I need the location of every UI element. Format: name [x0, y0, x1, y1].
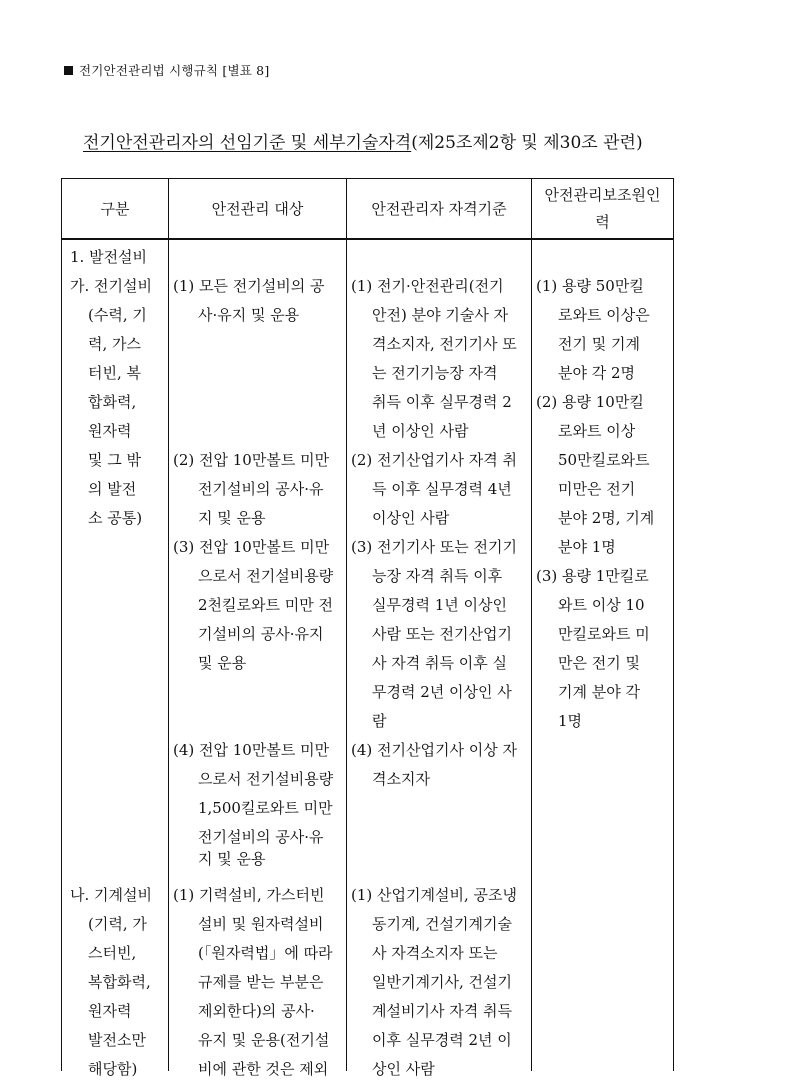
- table-cell-line: 복합화력,: [88, 973, 151, 991]
- table-cell-line: 만킬로와트 미: [558, 625, 650, 643]
- table-cell-line: 사람 또는 전기산업기: [372, 625, 512, 643]
- table-cell-line: 1,500킬로와트 미만: [198, 799, 333, 817]
- header-text: 전기안전관리법 시행규칙 [별표 8]: [79, 63, 270, 78]
- table-cell-line: 전기설비의 공사·유: [198, 480, 324, 498]
- table-cell-line: 원자력: [88, 422, 132, 440]
- table-cell-line: 분야 각 2명: [558, 364, 636, 382]
- table-cell-line: 전기설비의 공사·유: [198, 828, 324, 846]
- column-divider: [531, 179, 532, 1071]
- table-cell-line: 이상인 사람: [372, 509, 450, 527]
- table-cell-line: 제외한다)의 공사·: [198, 1002, 315, 1020]
- table-cell-line: 가. 전기설비: [70, 277, 152, 295]
- table-cell-line: 만은 전기 및: [558, 654, 640, 672]
- table-cell-line: 지 및 운용: [198, 850, 266, 868]
- title-suffix: (제25조제2항 및 제30조 관련): [411, 133, 643, 153]
- table-cell-line: 동기계, 건설기계기술: [372, 915, 512, 933]
- table-cell-line: 50만킬로와트: [558, 451, 650, 469]
- table-cell-line: 으로서 전기설비용량: [198, 567, 334, 585]
- table-cell-line: 력, 가스: [88, 335, 142, 353]
- table-cell-line: 2천킬로와트 미만 전: [198, 596, 334, 614]
- table-cell-line: 기설비의 공사·유지: [198, 625, 324, 643]
- table-cell-line: 사 자격 취득 이후 실: [372, 654, 507, 672]
- table-cell-line: (4) 전압 10만볼트 미만: [173, 741, 330, 759]
- table-cell-line: 및 운용: [198, 654, 247, 672]
- header-cell-target: 안전관리 대상: [211, 199, 304, 218]
- table-cell-line: 유지 및 운용(전기설: [198, 1031, 330, 1049]
- table-cell-line: 지 및 운용: [198, 509, 266, 527]
- table-cell-line: (1) 용량 50만킬: [536, 277, 644, 295]
- table-cell-line: 및 그 밖: [88, 451, 142, 469]
- table-cell-line: 실무경력 1년 이상인: [372, 596, 508, 614]
- table-cell-line: (4) 전기산업기사 이상 자: [351, 741, 517, 759]
- document-header: [64, 61, 269, 79]
- table-cell-line: 분야 1명: [558, 538, 616, 556]
- document-title: [83, 128, 643, 153]
- table-cell-line: 능장 자격 취득 이후: [372, 567, 503, 585]
- table-cell-line: 터빈, 복: [88, 364, 142, 382]
- table-cell-line: 원자력: [88, 1002, 132, 1020]
- table-cell-line: 무경력 2년 이상인 사: [372, 683, 512, 701]
- title-main: 전기안전관리자의 선임기준 및 세부기술자격: [83, 133, 412, 153]
- table-cell-line: 1명: [558, 712, 583, 730]
- column-divider: [346, 179, 347, 1071]
- table-cell-line: 미만은 전기: [558, 480, 636, 498]
- table-cell-line: (3) 전압 10만볼트 미만: [173, 538, 330, 556]
- table-cell-line: 발전소만: [88, 1031, 146, 1049]
- table-cell-line: 상인 사람: [372, 1060, 435, 1078]
- table-cell-line: 로와트 이상은: [558, 306, 650, 324]
- table-cell-line: 사 자격소지자 또는: [372, 944, 498, 962]
- table-cell-line: 취득 이후 실무경력 2: [372, 393, 512, 411]
- header-cell-qualification: 안전관리자 자격기준: [371, 199, 507, 218]
- table-cell-line: 의 발전: [88, 480, 137, 498]
- table-cell-line: 사·유지 및 운용: [198, 306, 300, 324]
- table-cell-line: 해당함): [88, 1060, 138, 1078]
- table-cell-line: 스터빈,: [88, 944, 137, 962]
- header-cell-category: 구분: [100, 199, 130, 218]
- table-cell-line: (1) 기력설비, 가스터빈: [173, 886, 325, 904]
- table-cell-line: (1) 모든 전기설비의 공: [173, 277, 325, 295]
- table-cell-line: 년 이상인 사람: [372, 422, 469, 440]
- table-cell-line: 합화력,: [88, 393, 137, 411]
- table-cell-line: (2) 용량 10만킬: [536, 393, 644, 411]
- header-cell-assistant: 안전관리보조원인 력: [544, 186, 661, 231]
- table-cell-line: 1. 발전설비: [70, 248, 148, 266]
- table-cell-line: 격소지자: [372, 770, 430, 788]
- table-cell-line: 격소지자, 전기기사 또: [372, 335, 517, 353]
- criteria-table: [61, 178, 674, 1078]
- table-cell-line: 전기 및 기계: [558, 335, 640, 353]
- table-cell-line: 일반기계기사, 건설기: [372, 973, 512, 991]
- table-cell-line: (3) 전기기사 또는 전기기: [351, 538, 517, 556]
- table-cell-line: (2) 전기산업기사 자격 취: [351, 451, 517, 469]
- table-cell-line: 안전) 분야 기술사 자: [372, 306, 509, 324]
- table-cell-line: 규제를 받는 부분은: [198, 973, 324, 991]
- table-cell-line: 로와트 이상: [558, 422, 636, 440]
- table-cell-line: (1) 산업기계설비, 공조냉: [351, 886, 517, 904]
- table-cell-line: 계설비기사 자격 취득: [372, 1002, 512, 1020]
- table-cell-line: 나. 기계설비: [70, 886, 152, 904]
- table-cell-line: 소 공통): [88, 509, 143, 527]
- table-cell-line: 비에 관한 것은 제외: [198, 1060, 329, 1078]
- table-cell-line: 설비 및 원자력설비: [198, 915, 324, 933]
- table-cell-line: (수력, 기: [88, 306, 147, 324]
- square-bullet-icon: [64, 66, 73, 75]
- table-cell-line: 이후 실무경력 2년 이: [372, 1031, 512, 1049]
- table-cell-line: 득 이후 실무경력 4년: [372, 480, 512, 498]
- table-cell-line: (2) 전압 10만볼트 미만: [173, 451, 330, 469]
- table-cell-line: 분야 2명, 기계: [558, 509, 655, 527]
- column-divider: [168, 179, 169, 1071]
- table-cell-line: 와트 이상 10: [558, 596, 645, 614]
- table-cell-line: (1) 전기·안전관리(전기: [351, 277, 504, 295]
- table-cell-line: 기계 분야 각: [558, 683, 640, 701]
- table-cell-line: 는 전기기능장 자격: [372, 364, 498, 382]
- table-cell-line: 으로서 전기설비용량: [198, 770, 334, 788]
- table-cell-line: (기력, 가: [88, 915, 147, 933]
- table-cell-line: (「원자력법」에 따라: [198, 944, 333, 962]
- table-cell-line: (3) 용량 1만킬로: [536, 567, 649, 585]
- table-cell-line: 람: [372, 712, 387, 730]
